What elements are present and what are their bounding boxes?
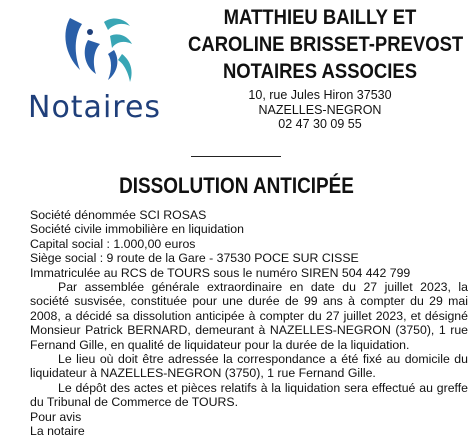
address-city: NAZELLES-NEGRON (258, 102, 382, 117)
company-detail-line: Capital social : 1.000,00 euros (30, 236, 196, 251)
company-detail-line: Société civile immobilière en liquidation (30, 222, 244, 237)
firm-address (210, 88, 430, 132)
notaires-logo (22, 10, 182, 128)
firm-name (188, 4, 464, 85)
address-phone: 02 47 30 09 55 (278, 117, 362, 131)
signature-line: La notaire (30, 424, 85, 439)
notice-body (30, 208, 468, 439)
address-street: 10, rue Jules Hiron 37530 (248, 88, 392, 102)
notice-paragraph: Le lieu où doit être adressée la correspondance a été fixé au domicile du liquidateur à NAZELLES-NEGRON (3750), 1 rue Fernand Gille. (30, 352, 468, 381)
firm-line: NOTAIRES ASSOCIES (222, 60, 418, 83)
notaires-wordmark: Notaires (28, 90, 162, 125)
company-detail-line: Société dénommée SCI ROSAS (30, 208, 207, 222)
notice-paragraph: Par assemblée générale extraordinaire en date du 27 juillet 2023, la société susvisée, constituée pour une durée de 99 ans à compter du 29 mai 2008, a décidé sa dissolution anticipée à compter du 27 juillet 2023, et désigné Monsieur Patrick BERNARD, demeurant à NAZELLES-NEGRON (3750), 1 rue Fernand Gille, en qualité de liquidateur pour la durée de la liquidation. (30, 280, 468, 352)
notice-heading: DISSOLUTION ANTICIPÉE (119, 173, 354, 198)
firm-line: MATTHIEU BAILLY ET (223, 6, 417, 29)
firm-line: CAROLINE BRISSET-PREVOST (188, 33, 464, 56)
notice-paragraph: Le dépôt des actes et pièces relatifs à la liquidation sera effectué au greffe du Tribunal de Commerce de TOURS. (30, 380, 468, 410)
company-detail-line: Immatriculée au RCS de TOURS sous le numéro SIREN 504 442 799 (30, 265, 411, 280)
closing-line: Pour avis (30, 409, 82, 424)
notaires-emblem-icon (52, 10, 152, 90)
separator-rule (191, 156, 281, 157)
company-detail-line: Siège social : 9 route de la Gare - 37530 POCE SUR CISSE (30, 251, 359, 266)
